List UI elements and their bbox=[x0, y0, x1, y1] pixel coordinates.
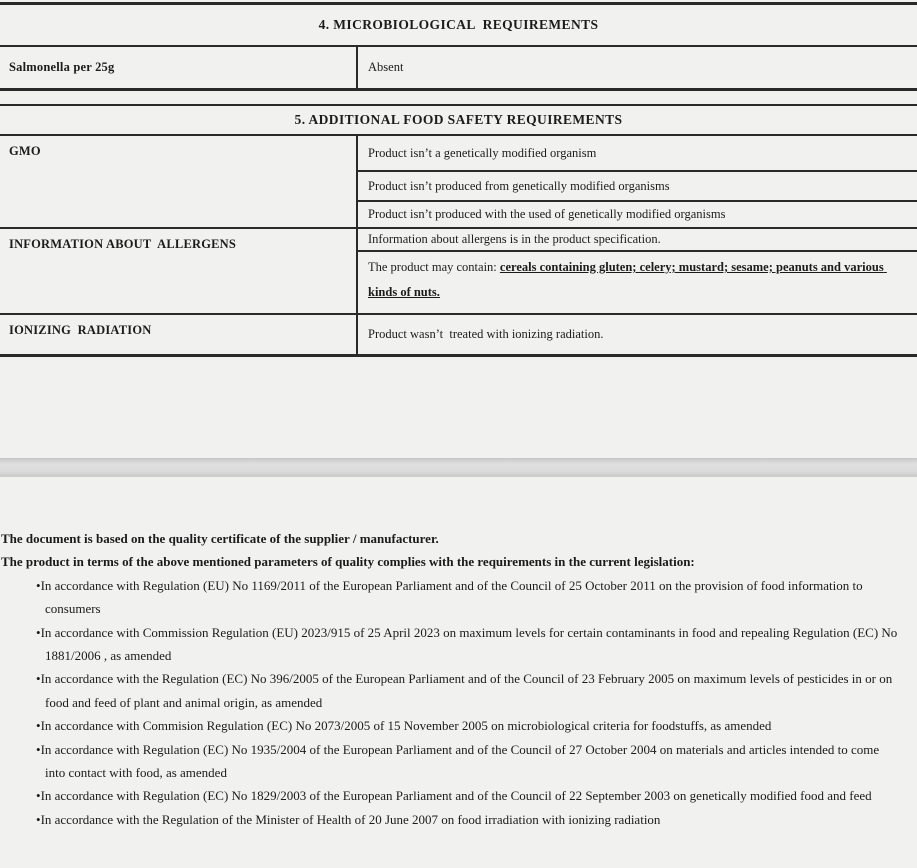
value-cell-allergens-note: Information about allergens is in the product specification. bbox=[358, 229, 917, 252]
may-contain-prefix: The product may contain: bbox=[368, 260, 500, 274]
value-cell-gmo-2: Product isn’t produced from genetically modified organisms bbox=[358, 172, 917, 202]
value-cell-gmo-3: Product isn’t produced with the used of genetically modified organisms bbox=[358, 202, 917, 229]
regulation-item: • In accordance with Regulation (EU) No 1169/2011 of the European Parliament and of the Council of 25 October 2011 on the provision of food information to consumers bbox=[45, 574, 901, 621]
label-cell-gmo: GMO bbox=[0, 136, 358, 229]
section5-title: 5. ADDITIONAL FOOD SAFETY REQUIREMENTS bbox=[0, 106, 917, 136]
label-cell-ionizing-radiation: IONIZING RADIATION bbox=[0, 315, 358, 354]
regulation-item: • In accordance with Regulation (EC) No 1829/2003 of the European Parliament and of the Council of 22 September 2003 on genetically modified food and feed bbox=[45, 784, 901, 807]
section4-title: 4. MICROBIOLOGICAL REQUIREMENTS bbox=[0, 5, 917, 47]
value-cell-allergens-may-contain bbox=[358, 252, 917, 315]
regulation-list bbox=[1, 574, 901, 831]
regulation-item: • In accordance with Commission Regulation (EU) 2023/915 of 25 April 2023 on maximum levels for certain contaminants in food and repealing Regulation (EC) No 1881/2006 , as amended bbox=[45, 621, 901, 668]
regulation-item: • In accordance with Regulation (EC) No 1935/2004 of the European Parliament and of the Council of 27 October 2004 on materials and articles intended to come into contact with food, as amended bbox=[45, 738, 901, 785]
page-separator-band bbox=[0, 458, 917, 477]
value-cell-ionizing-radiation: Product wasn’t treated with ionizing radiation. bbox=[368, 327, 604, 341]
statement-line-2: The product in terms of the above mentioned parameters of quality complies with the requirements in the current legislation: bbox=[1, 554, 695, 570]
microbiological-requirements-table bbox=[0, 2, 917, 91]
value-cell-salmonella: Absent bbox=[368, 60, 404, 74]
parameter-cell-salmonella: Salmonella per 25g bbox=[0, 47, 358, 88]
legislation-statement bbox=[1, 527, 901, 831]
table-row bbox=[0, 47, 917, 88]
food-safety-requirements-table bbox=[0, 104, 917, 357]
value-cell-gmo-1: Product isn’t a genetically modified organism bbox=[358, 136, 917, 172]
regulation-item: • In accordance with the Regulation (EC) No 396/2005 of the European Parliament and of the Council of 23 February 2005 on maximum levels of pesticides in or on food and feed of plant and animal origin, as amended bbox=[45, 667, 901, 714]
statement-line-1: The document is based on the quality certificate of the supplier / manufacturer. bbox=[1, 531, 439, 546]
label-cell-allergens: INFORMATION ABOUT ALLERGENS bbox=[0, 229, 358, 315]
regulation-item: • In accordance with the Regulation of the Minister of Health of 20 June 2007 on food irradiation with ionizing radiation bbox=[45, 808, 901, 831]
regulation-item: • In accordance with Commision Regulation (EC) No 2073/2005 of 15 November 2005 on microbiological criteria for foodstuffs, as amended bbox=[45, 714, 901, 737]
section5-grid bbox=[0, 136, 917, 354]
may-contain-allergen-list: cereals containing gluten; celery; mustard; sesame; peanuts and various kinds of nuts. bbox=[368, 260, 887, 299]
